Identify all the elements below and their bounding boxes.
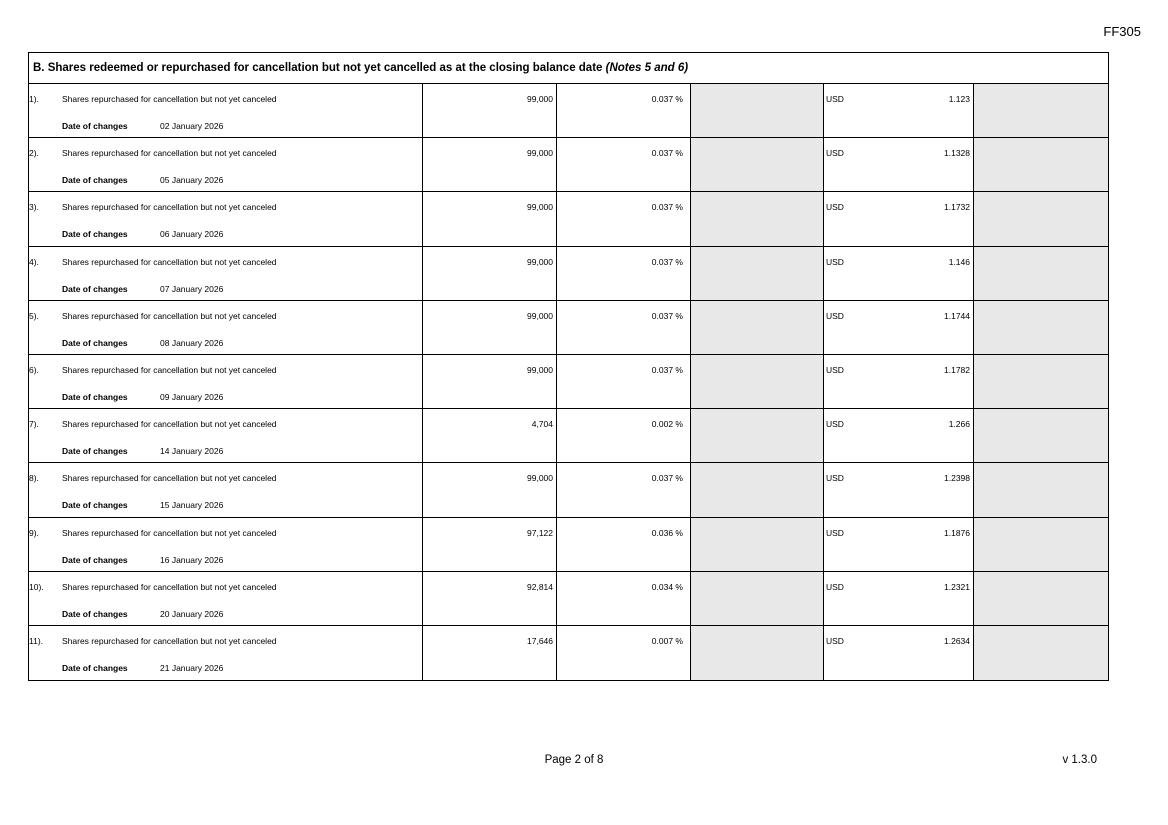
table-row (29, 247, 1108, 301)
price-value: 1.146 (948, 256, 970, 267)
date-of-changes-value: 21 January 2026 (160, 662, 224, 673)
row-number: 2). (29, 148, 39, 159)
shaded-cell (974, 518, 1108, 571)
shares-cell (423, 84, 557, 137)
row-number: 3). (29, 202, 39, 213)
shares-count: 99,000 (527, 256, 553, 267)
version-label: v 1.3.0 (1062, 754, 1097, 766)
price-cell (824, 572, 974, 625)
currency: USD (826, 364, 844, 375)
shaded-cell (691, 572, 824, 625)
table-row (29, 301, 1108, 355)
shares-cell (423, 409, 557, 462)
shares-table (28, 52, 1109, 681)
price-value: 1.123 (948, 94, 970, 104)
shares-count: 92,814 (527, 581, 553, 592)
row-number: 6). (29, 364, 39, 375)
shares-count: 4,704 (531, 419, 553, 430)
price-value: 1.1782 (944, 364, 970, 375)
shaded-cell (691, 301, 824, 354)
shaded-cell (974, 301, 1108, 354)
row-number: 11). (29, 635, 44, 646)
shares-cell (423, 247, 557, 300)
currency: USD (826, 148, 844, 159)
currency: USD (826, 256, 844, 267)
table-row (29, 572, 1108, 626)
shaded-cell (974, 84, 1108, 137)
description-cell (29, 409, 423, 462)
row-description: Shares repurchased for cancellation but not yet canceled (62, 94, 277, 104)
date-of-changes-value: 09 January 2026 (160, 391, 224, 402)
shaded-cell (691, 192, 824, 245)
shares-cell (423, 355, 557, 408)
shares-count: 99,000 (527, 364, 553, 375)
date-of-changes-label: Date of changes (62, 446, 128, 457)
date-of-changes-label: Date of changes (62, 175, 128, 186)
shaded-cell (974, 247, 1108, 300)
shaded-cell (974, 409, 1108, 462)
share-percentage: 0.037 % (651, 94, 683, 104)
date-of-changes-label: Date of changes (62, 229, 128, 240)
shares-count: 99,000 (527, 202, 553, 213)
currency: USD (826, 473, 844, 484)
percentage-cell (557, 247, 691, 300)
currency: USD (826, 527, 844, 538)
currency: USD (826, 581, 844, 592)
percentage-cell (557, 84, 691, 137)
row-number: 1). (29, 94, 39, 104)
shares-count: 99,000 (527, 94, 553, 104)
row-number: 4). (29, 256, 39, 267)
table-row (29, 409, 1108, 463)
share-percentage: 0.036 % (651, 527, 683, 538)
shares-cell (423, 192, 557, 245)
description-cell (29, 301, 423, 354)
description-cell (29, 572, 423, 625)
date-of-changes-value: 08 January 2026 (160, 337, 224, 348)
row-description: Shares repurchased for cancellation but not yet canceled (62, 419, 277, 430)
percentage-cell (557, 409, 691, 462)
row-number: 8). (29, 473, 39, 484)
percentage-cell (557, 626, 691, 680)
shaded-cell (691, 84, 824, 137)
shares-count: 99,000 (527, 473, 553, 484)
shaded-cell (691, 247, 824, 300)
price-cell (824, 355, 974, 408)
currency: USD (826, 635, 844, 646)
row-number: 7). (29, 419, 39, 430)
shares-cell (423, 463, 557, 516)
shaded-cell (974, 572, 1108, 625)
row-description: Shares repurchased for cancellation but not yet canceled (62, 527, 277, 538)
shares-count: 17,646 (527, 635, 553, 646)
share-percentage: 0.002 % (651, 419, 683, 430)
date-of-changes-value: 15 January 2026 (160, 500, 224, 511)
page-number: Page 2 of 8 (544, 754, 604, 766)
date-of-changes-label: Date of changes (62, 500, 128, 511)
shares-cell (423, 518, 557, 571)
shaded-cell (691, 518, 824, 571)
row-description: Shares repurchased for cancellation but not yet canceled (62, 364, 277, 375)
price-cell (824, 301, 974, 354)
section-notes: (Notes 5 and 6) (605, 62, 689, 74)
date-of-changes-label: Date of changes (62, 608, 128, 619)
currency: USD (826, 310, 844, 321)
shares-cell (423, 572, 557, 625)
price-cell (824, 518, 974, 571)
row-number: 5). (29, 310, 39, 321)
table-row (29, 626, 1108, 680)
shaded-cell (691, 355, 824, 408)
row-description: Shares repurchased for cancellation but not yet canceled (62, 202, 277, 213)
percentage-cell (557, 301, 691, 354)
description-cell (29, 84, 423, 137)
price-cell (824, 84, 974, 137)
percentage-cell (557, 192, 691, 245)
share-percentage: 0.037 % (651, 310, 683, 321)
shares-cell (423, 138, 557, 191)
table-row (29, 463, 1108, 517)
row-number: 9). (29, 527, 39, 538)
shaded-cell (691, 463, 824, 516)
price-value: 1.1876 (944, 527, 970, 538)
shaded-cell (974, 192, 1108, 245)
date-of-changes-value: 06 January 2026 (160, 229, 224, 240)
share-percentage: 0.037 % (651, 202, 683, 213)
shares-count: 97,122 (527, 527, 553, 538)
table-row (29, 84, 1108, 138)
description-cell (29, 626, 423, 680)
share-percentage: 0.037 % (651, 256, 683, 267)
price-value: 1.2398 (944, 473, 970, 484)
share-percentage: 0.037 % (651, 148, 683, 159)
shaded-cell (691, 409, 824, 462)
table-row (29, 192, 1108, 246)
price-value: 1.2321 (944, 581, 970, 592)
currency: USD (826, 202, 844, 213)
row-description: Shares repurchased for cancellation but not yet canceled (62, 581, 277, 592)
date-of-changes-label: Date of changes (62, 283, 128, 294)
price-value: 1.266 (948, 419, 970, 430)
date-of-changes-value: 02 January 2026 (160, 121, 224, 131)
description-cell (29, 355, 423, 408)
percentage-cell (557, 355, 691, 408)
price-cell (824, 409, 974, 462)
row-description: Shares repurchased for cancellation but not yet canceled (62, 473, 277, 484)
date-of-changes-value: 20 January 2026 (160, 608, 224, 619)
description-cell (29, 138, 423, 191)
price-value: 1.1744 (944, 310, 970, 321)
row-number: 10). (29, 581, 44, 592)
date-of-changes-value: 16 January 2026 (160, 554, 224, 565)
price-value: 1.1732 (944, 202, 970, 213)
table-body (29, 84, 1108, 680)
price-value: 1.2634 (944, 635, 970, 646)
row-description: Shares repurchased for cancellation but not yet canceled (62, 310, 277, 321)
date-of-changes-value: 07 January 2026 (160, 283, 224, 294)
date-of-changes-value: 14 January 2026 (160, 446, 224, 457)
date-of-changes-label: Date of changes (62, 337, 128, 348)
percentage-cell (557, 518, 691, 571)
shaded-cell (974, 138, 1108, 191)
share-percentage: 0.037 % (651, 473, 683, 484)
shares-count: 99,000 (527, 310, 553, 321)
shares-count: 99,000 (527, 148, 553, 159)
percentage-cell (557, 463, 691, 516)
percentage-cell (557, 572, 691, 625)
shaded-cell (691, 138, 824, 191)
date-of-changes-value: 05 January 2026 (160, 175, 224, 186)
share-percentage: 0.034 % (651, 581, 683, 592)
shares-cell (423, 301, 557, 354)
price-cell (824, 463, 974, 516)
currency: USD (826, 419, 844, 430)
description-cell (29, 192, 423, 245)
section-title-text: B. Shares redeemed or repurchased for cancellation but not yet cancelled as at the closing balance date (33, 62, 603, 74)
percentage-cell (557, 138, 691, 191)
row-description: Shares repurchased for cancellation but not yet canceled (62, 635, 277, 646)
date-of-changes-label: Date of changes (62, 662, 128, 673)
description-cell (29, 247, 423, 300)
date-of-changes-label: Date of changes (62, 121, 128, 131)
table-row (29, 518, 1108, 572)
date-of-changes-label: Date of changes (62, 391, 128, 402)
price-cell (824, 247, 974, 300)
shares-cell (423, 626, 557, 680)
share-percentage: 0.037 % (651, 364, 683, 375)
price-value: 1.1328 (944, 148, 970, 159)
currency: USD (826, 94, 844, 104)
description-cell (29, 463, 423, 516)
shaded-cell (974, 626, 1108, 680)
shaded-cell (691, 626, 824, 680)
description-cell (29, 518, 423, 571)
section-title (29, 53, 1108, 84)
row-description: Shares repurchased for cancellation but not yet canceled (62, 148, 277, 159)
share-percentage: 0.007 % (651, 635, 683, 646)
date-of-changes-label: Date of changes (62, 554, 128, 565)
row-description: Shares repurchased for cancellation but not yet canceled (62, 256, 277, 267)
price-cell (824, 626, 974, 680)
price-cell (824, 138, 974, 191)
form-code: FF305 (1103, 24, 1141, 39)
table-row (29, 138, 1108, 192)
price-cell (824, 192, 974, 245)
shaded-cell (974, 463, 1108, 516)
shaded-cell (974, 355, 1108, 408)
table-row (29, 355, 1108, 409)
